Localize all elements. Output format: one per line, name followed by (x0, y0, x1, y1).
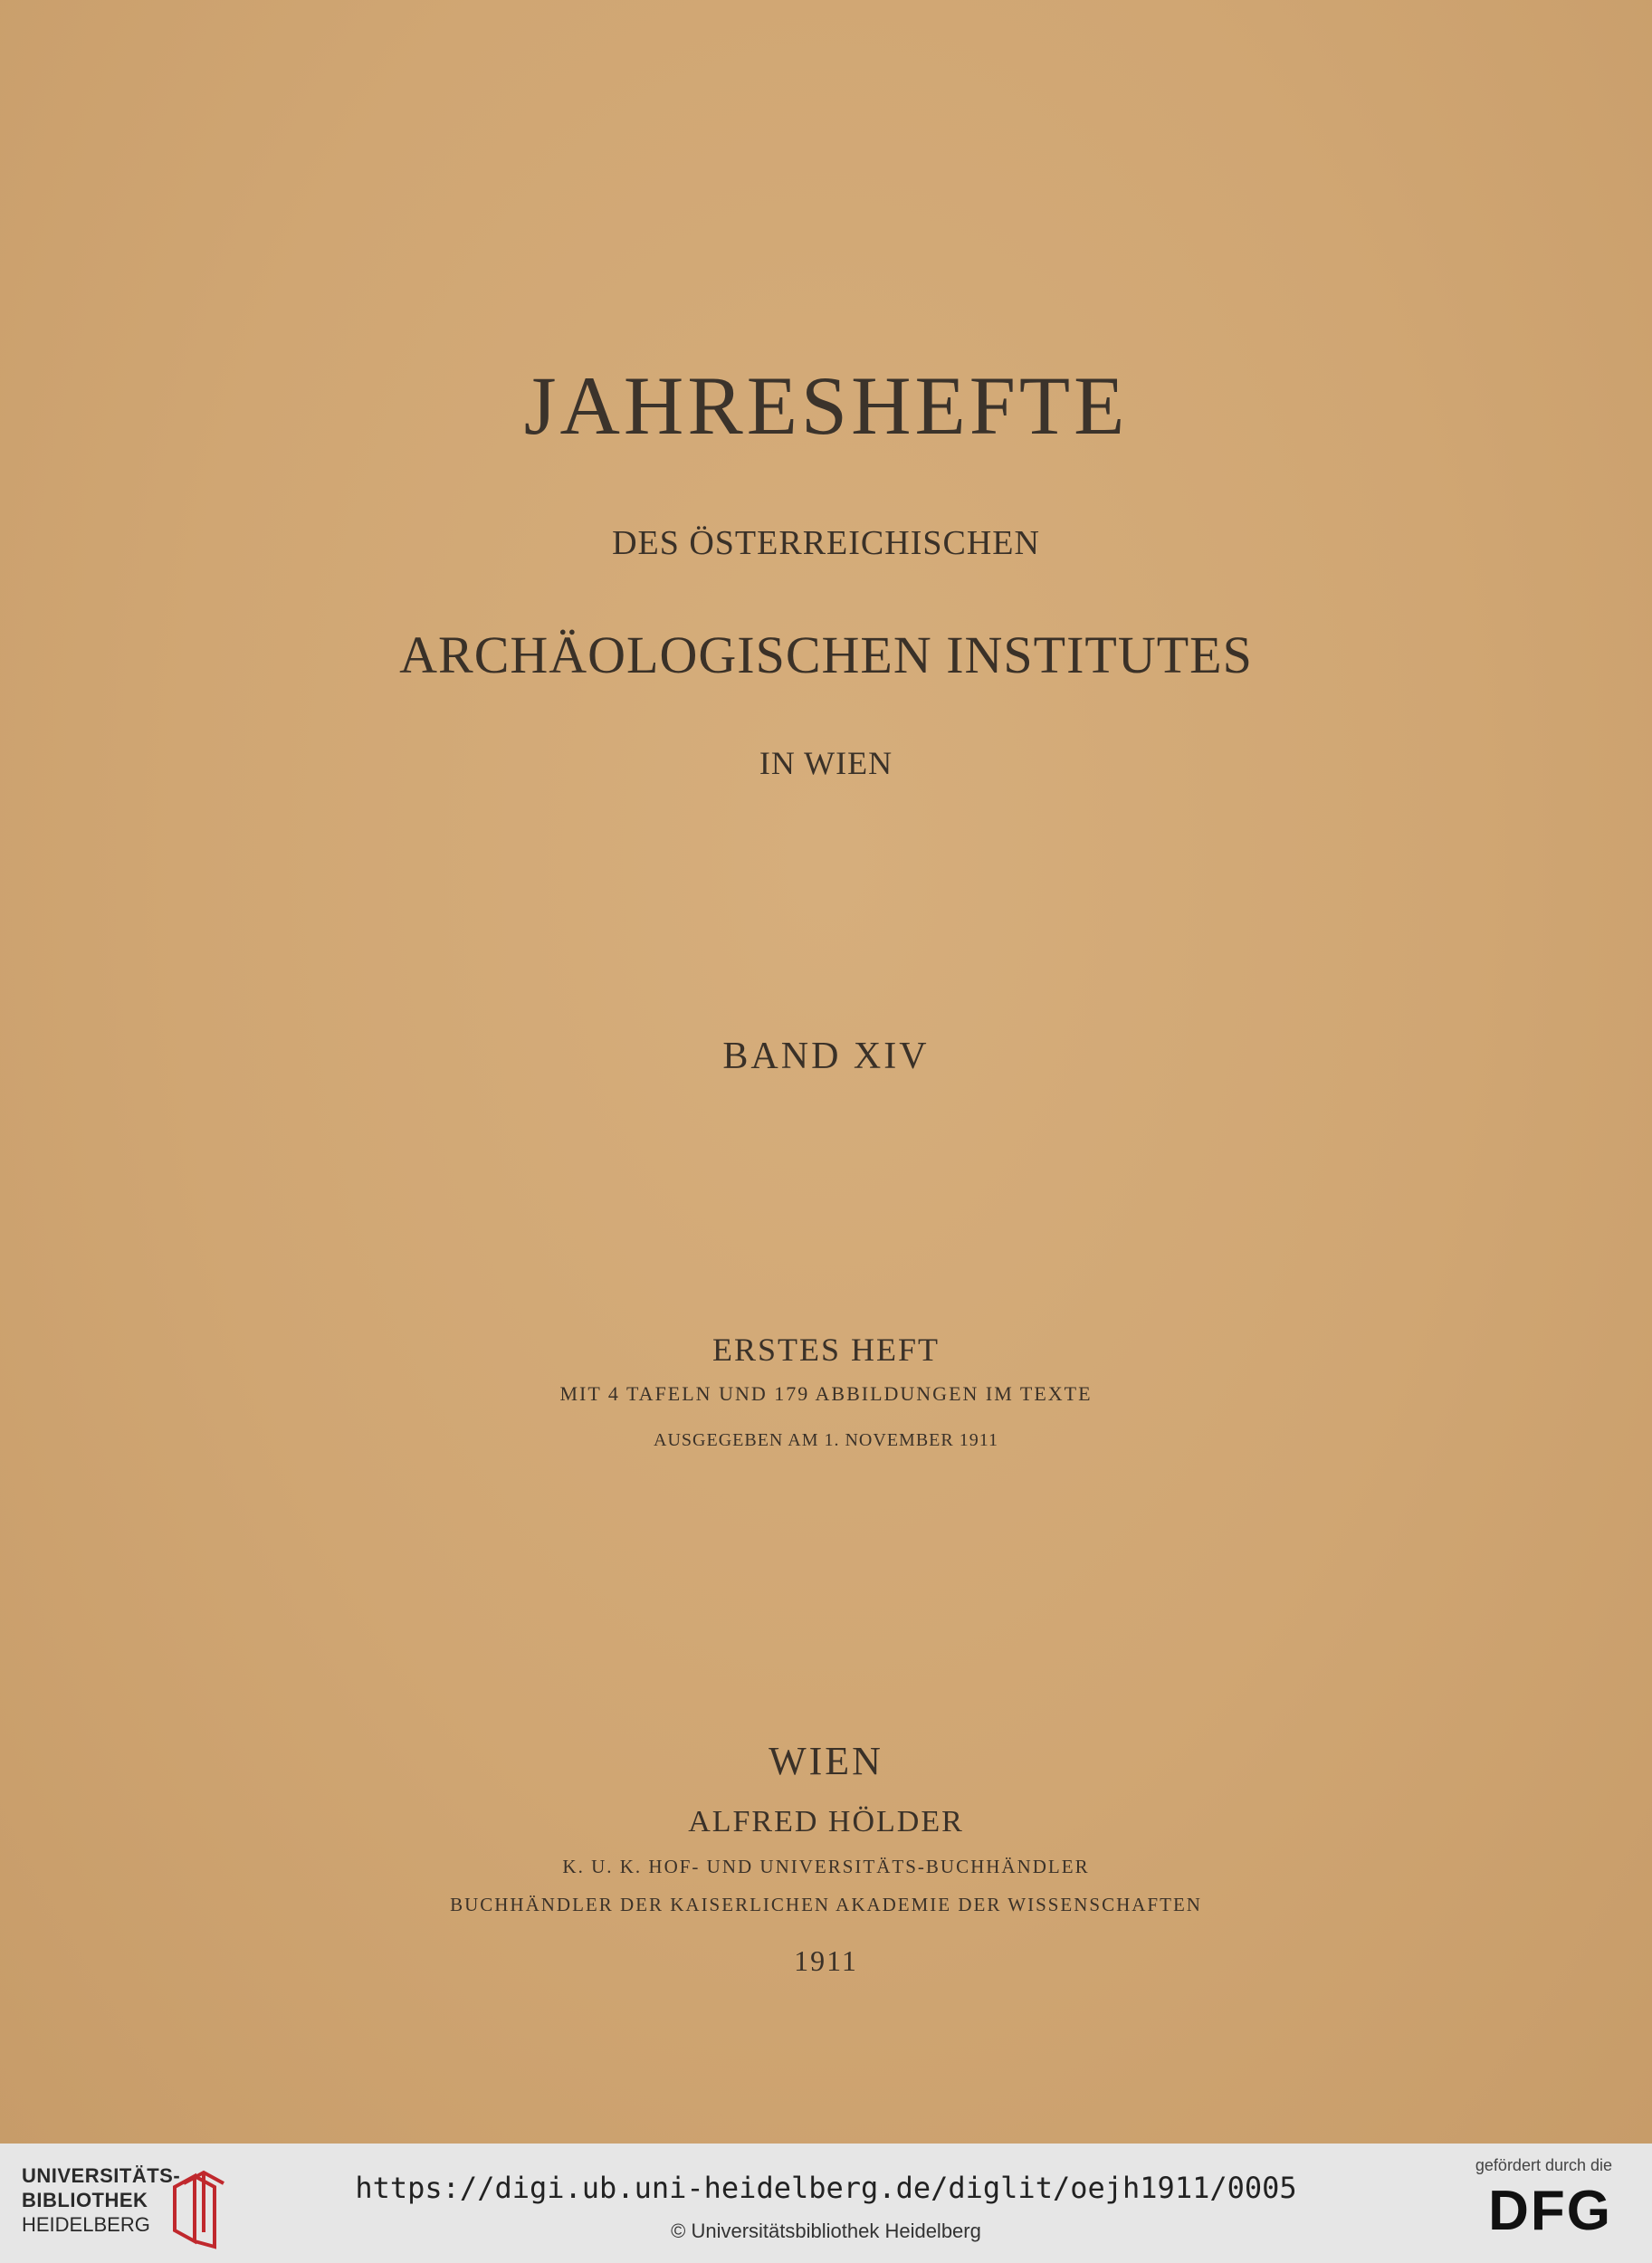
viewer-footer (0, 2144, 1652, 2263)
imprint-city: WIEN (769, 1739, 883, 1783)
library-name-line-2: BIBLIOTHEK (22, 2189, 148, 2211)
imprint-publisher-line-2: BUCHHÄNDLER DER KAISERLICHEN AKADEMIE DER WISSENSCHAFTEN (450, 1894, 1202, 1915)
imprint-year: 1911 (794, 1944, 858, 1977)
contents-note: MIT 4 TAFELN UND 179 ABBILDUNGEN IM TEXTE (559, 1382, 1093, 1405)
library-name-line-3: HEIDELBERG (22, 2213, 150, 2236)
issue-label: ERSTES HEFT (711, 1332, 941, 1368)
volume-label: BAND XIV (722, 1036, 930, 1077)
library-name-line-1: UNIVERSITÄTS- (22, 2164, 181, 2187)
subtitle-archaeologischen-institutes: ARCHÄOLOGISCHEN INSTITUTES (399, 625, 1253, 684)
funding-label: gefördert durch die (1475, 2156, 1612, 2174)
issued-note: AUSGEGEBEN AM 1. NOVEMBER 1911 (654, 1430, 998, 1450)
copyright-notice: © Universitätsbibliothek Heidelberg (671, 2220, 981, 2242)
imprint-publisher: ALFRED HÖLDER (688, 1805, 964, 1838)
main-title: JAHRESHEFTE (523, 359, 1129, 452)
subtitle-in-wien: IN WIEN (759, 745, 893, 781)
subtitle-des-oesterreichischen: DES ÖSTERREICHISCHEN (612, 524, 1040, 562)
permalink-url[interactable]: https://digi.ub.uni-heidelberg.de/diglit/oejh1911/0005 (355, 2171, 1297, 2205)
dfg-logo[interactable]: DFG (1488, 2180, 1612, 2242)
imprint-publisher-line-1: K. U. K. HOF- UND UNIVERSITÄTS-BUCHHÄNDLER (562, 1856, 1090, 1877)
